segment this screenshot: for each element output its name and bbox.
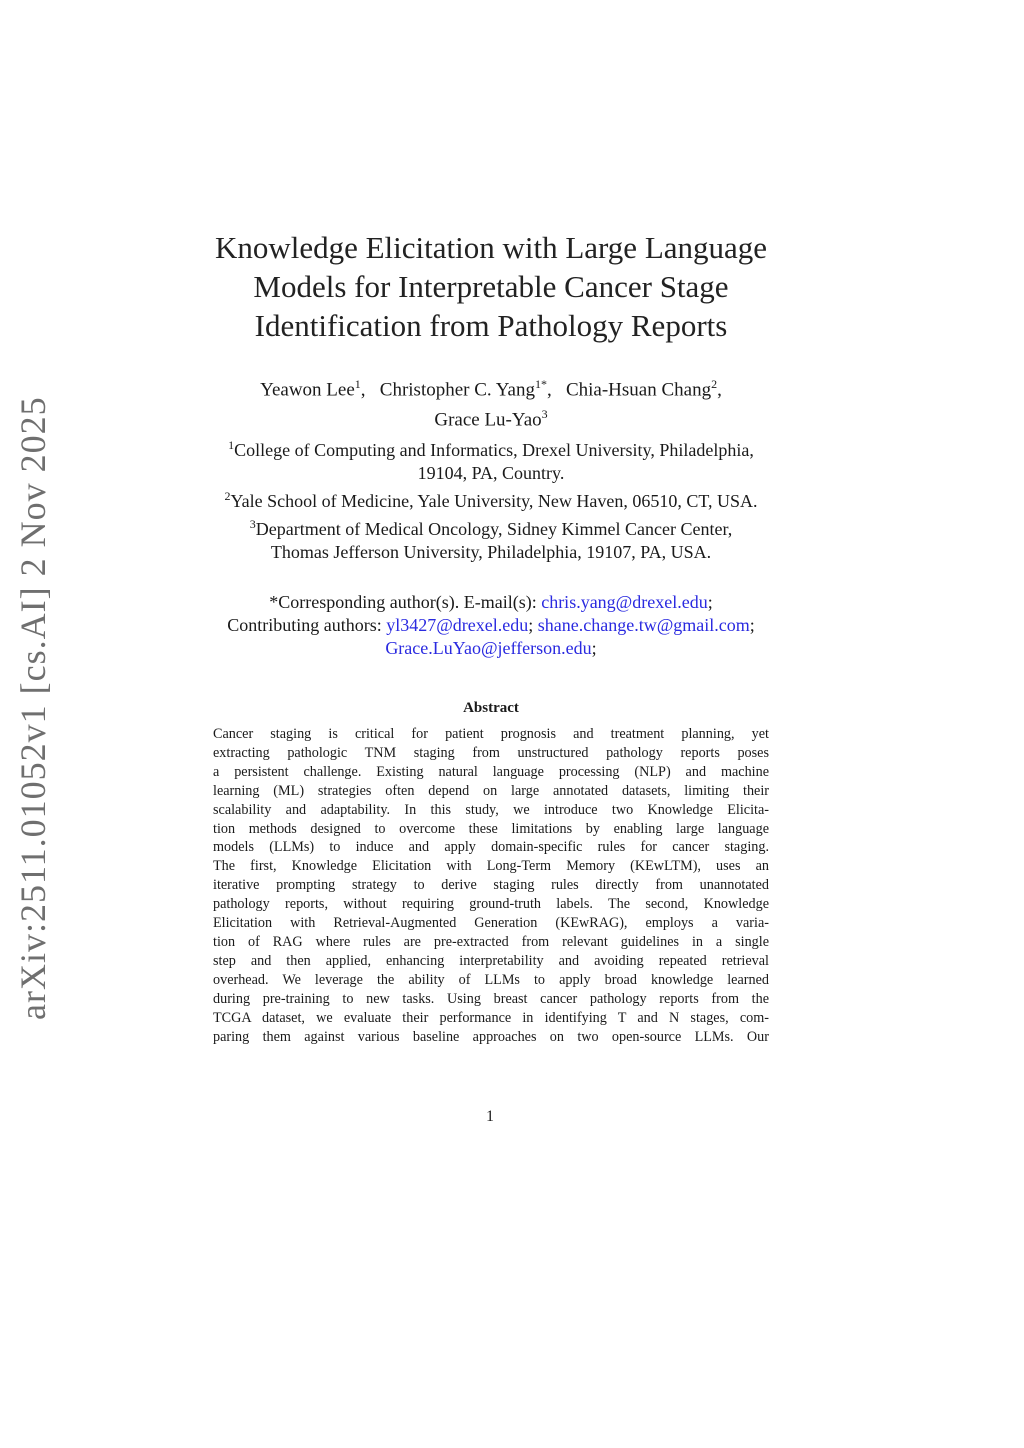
author-name: Christopher C. Yang bbox=[379, 379, 535, 401]
author-name: Yeawon Lee bbox=[260, 379, 355, 401]
abstract-line: overhead. We leverage the ability of LLMs to apply broad knowledge learned bbox=[213, 971, 769, 988]
abstract-line: scalability and adaptability. In this study, we introduce two Knowledge Elicita- bbox=[213, 801, 769, 818]
affiliation-line: Thomas Jefferson University, Philadelphia, 19107, PA, USA. bbox=[270, 542, 712, 562]
abstract-line: step and then applied, enhancing interpretability and avoiding repeated retrieval bbox=[213, 952, 769, 969]
email-link[interactable]: yl3427@drexel.edu bbox=[386, 615, 529, 635]
abstract-line: a persistent challenge. Existing natural language processing (NLP) and machine bbox=[213, 763, 769, 780]
paper-title bbox=[190, 228, 792, 345]
affiliation-line: $^1$College of Computing and Informatics, Drexel University, Philadelphia, bbox=[228, 438, 754, 460]
affiliation-line: $^3$Department of Medical Oncology, Sidney Kimmel Cancer Center, bbox=[249, 517, 733, 539]
author-list: Yeawon Lee$^1$, Christopher C. Yang$^{1*}$, Chia-Hsuan Chang$^2$, Grace Lu-Yao$^3$ bbox=[260, 377, 722, 431]
abstract-line: pathology reports, without requiring ground-truth labels. The second, Knowledge bbox=[213, 896, 769, 913]
abstract-line: tion methods designed to overcome these limitations by enabling large language bbox=[213, 820, 769, 837]
abstract-heading: Abstract bbox=[463, 700, 519, 716]
author-name: Chia-Hsuan Chang bbox=[565, 379, 712, 401]
affiliation-line: 19104, PA, Country. bbox=[417, 463, 565, 483]
abstract-line: models (LLMs) to induce and apply domain-specific rules for cancer staging. bbox=[213, 839, 769, 856]
author-affil-mark: 3 bbox=[541, 407, 548, 422]
correspondence-block: *Corresponding author(s). E-mail(s): chris.yang@drexel.edu; Contributing authors: yl3427@drexel.edu; shane.change.tw@gmail.com; Grace.LuYao@jefferson.edu; bbox=[227, 592, 755, 658]
abstract-line: tion of RAG where rules are pre-extracted from relevant guidelines in a single bbox=[213, 933, 769, 950]
page-number: 1 bbox=[486, 1108, 494, 1125]
affiliations bbox=[180, 434, 802, 564]
abstract-line: iterative prompting strategy to derive staging rules directly from unannotated bbox=[213, 877, 769, 894]
abstract-line: extracting pathologic TNM staging from unstructured pathology reports poses bbox=[213, 744, 769, 761]
abstract-line: paring them against various baseline approaches on two open-source LLMs. Our bbox=[213, 1028, 769, 1045]
email-link[interactable]: Grace.LuYao@jefferson.edu bbox=[385, 638, 592, 658]
abstract-line: The first, Knowledge Elicitation with Long-Term Memory (KEwLTM), uses an bbox=[213, 858, 769, 875]
abstract-line: TCGA dataset, we evaluate their performance in identifying T and N stages, com- bbox=[213, 1009, 769, 1026]
abstract-body bbox=[213, 725, 769, 1046]
email-link[interactable]: chris.yang@drexel.edu bbox=[541, 592, 708, 612]
abstract-line: Cancer staging is critical for patient prognosis and treatment planning, yet bbox=[213, 726, 769, 742]
author-affil-mark: 1 bbox=[354, 377, 361, 391]
title-line: Knowledge Elicitation with Large Language bbox=[214, 230, 768, 265]
affiliation-line: $^2$Yale School of Medicine, Yale University, New Haven, 06510, CT, USA. bbox=[224, 489, 758, 511]
title-line: Identification from Pathology Reports bbox=[254, 308, 728, 343]
author-affil-mark: 2 bbox=[711, 377, 718, 391]
abstract-line: during pre-training to new tasks. Using breast cancer pathology reports from the bbox=[213, 990, 769, 1007]
email-link[interactable]: shane.change.tw@gmail.com bbox=[537, 615, 750, 635]
arxiv-identifier: arXiv:2511.01052v1 [cs.AI] 2 Nov 2025 bbox=[13, 396, 53, 1020]
author-name: Grace Lu-Yao bbox=[434, 409, 542, 431]
author-affil-mark: 1* bbox=[534, 377, 547, 391]
abstract-line: learning (ML) strategies often depend on large annotated datasets, limiting their bbox=[213, 782, 769, 799]
title-line: Models for Interpretable Cancer Stage bbox=[253, 269, 729, 304]
abstract-line: Elicitation with Retrieval-Augmented Generation (KEwRAG), employs a varia- bbox=[213, 915, 769, 932]
